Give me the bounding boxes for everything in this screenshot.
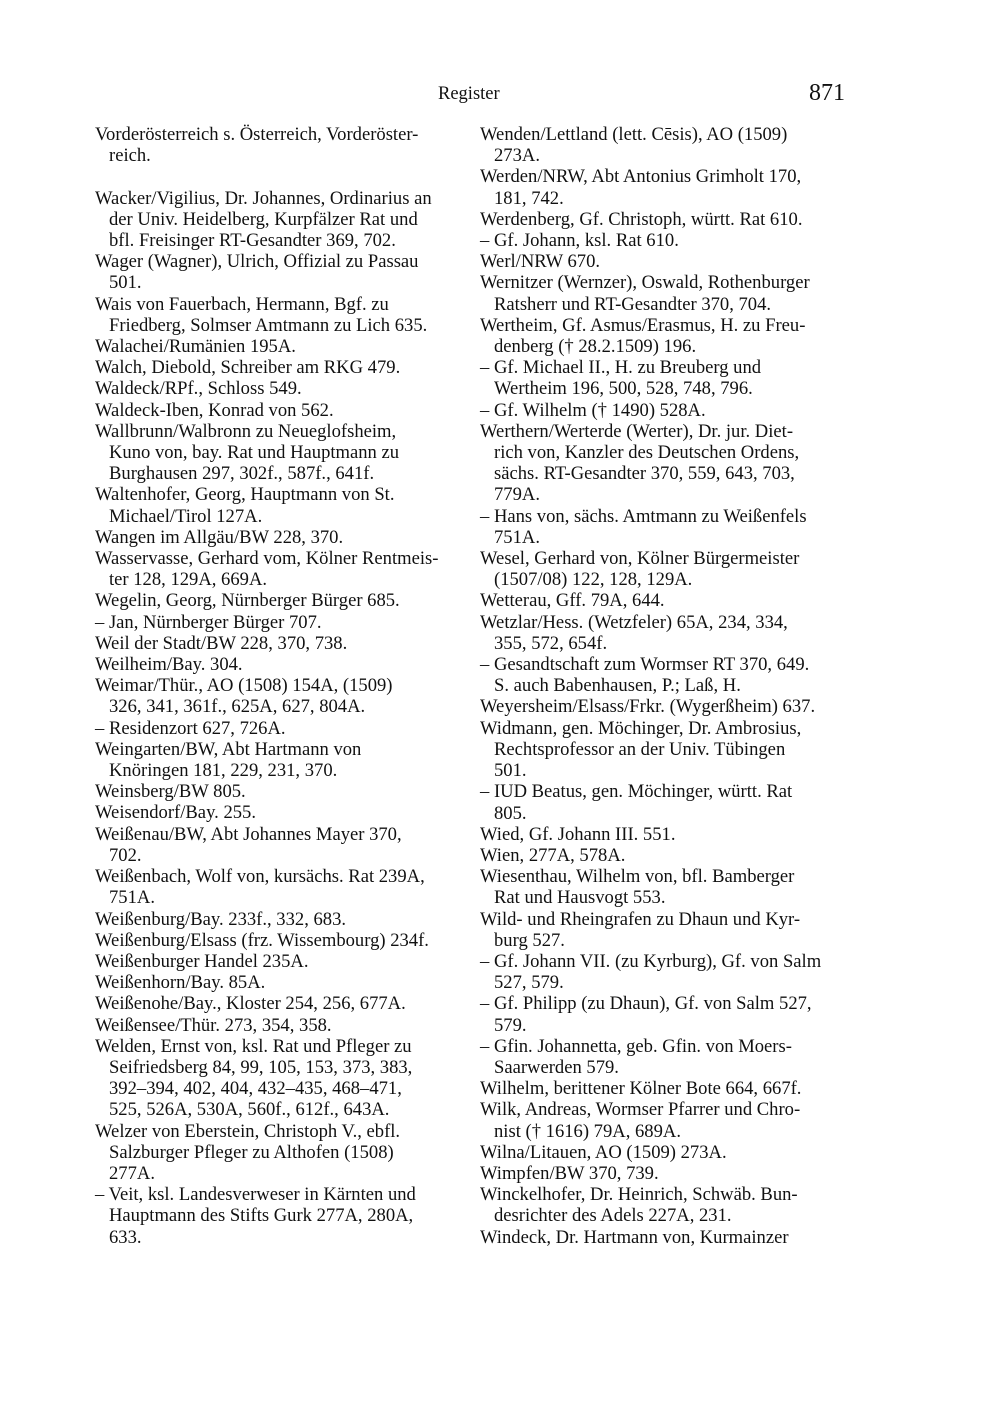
entry-line: Wegelin, Georg, Nürnberger Bürger 685. <box>95 590 400 612</box>
entry-line: – Veit, ksl. Landesverweser in Kärnten und <box>95 1184 416 1206</box>
index-entry <box>480 866 846 908</box>
entry-continuation-line: 277A. <box>109 1162 155 1184</box>
index-entry <box>95 824 461 866</box>
entry-line: – Gf. Michael II., H. zu Breuberg und <box>480 357 762 379</box>
index-entry <box>480 612 846 654</box>
index-entry <box>480 845 846 866</box>
entry-continuation-line: ter 128, 129A, 669A. <box>109 569 268 591</box>
index-entry <box>95 527 461 548</box>
index-entry <box>480 1184 846 1226</box>
entry-continuation-line: 326, 341, 361f., 625A, 627, 804A. <box>109 696 366 718</box>
entry-continuation-line: Rechtsprofessor an der Univ. Tübingen <box>494 738 786 760</box>
entry-continuation-line: nist († 1616) 79A, 689A. <box>494 1120 681 1142</box>
entry-continuation-line: 392–394, 402, 404, 432–435, 468–471, <box>109 1078 402 1100</box>
left-index-column <box>95 124 461 1248</box>
entry-line: Werden/NRW, Abt Antonius Grimholt 170, <box>480 166 802 188</box>
index-entry <box>95 781 461 802</box>
entry-line: Winckelhofer, Dr. Heinrich, Schwäb. Bun- <box>480 1184 798 1206</box>
index-entry <box>480 590 846 611</box>
entry-line: Wacker/Vigilius, Dr. Johannes, Ordinarius an <box>95 187 432 209</box>
index-entry <box>480 1163 846 1184</box>
entry-line: Welden, Ernst von, ksl. Rat und Pfleger zu <box>95 1035 412 1057</box>
index-entry <box>95 951 461 972</box>
entry-line: Welzer von Eberstein, Christoph V., ebfl. <box>95 1120 401 1142</box>
entry-continuation-line: 805. <box>494 802 527 824</box>
entry-line: – Gf. Johann, ksl. Rat 610. <box>480 230 679 252</box>
index-entry <box>95 993 461 1014</box>
index-entry <box>95 675 461 717</box>
index-entry <box>480 1142 846 1163</box>
index-entry <box>95 251 461 293</box>
entry-line: Wais von Fauerbach, Hermann, Bgf. zu <box>95 293 389 315</box>
index-entry <box>480 230 846 251</box>
index-entry <box>95 336 461 357</box>
entry-line: Wied, Gf. Johann III. 551. <box>480 823 676 845</box>
entry-line: Weinsberg/BW 805. <box>95 781 246 803</box>
entry-continuation-line: bfl. Freisinger RT-Gesandter 369, 702. <box>109 230 396 251</box>
index-entry <box>95 930 461 951</box>
entry-line: Wenden/Lettland (lett. Cēsis), AO (1509) <box>480 124 788 145</box>
index-entry <box>480 421 846 506</box>
index-entry <box>95 421 461 485</box>
entry-continuation-line: burg 527. <box>494 929 565 951</box>
entry-line: Weyersheim/Elsass/Frkr. (Wygerßheim) 637. <box>480 696 816 718</box>
index-entry <box>95 1036 461 1121</box>
entry-line: Wager (Wagner), Ulrich, Offizial zu Passau <box>95 251 419 273</box>
index-entry <box>480 548 846 590</box>
entry-line: Werdenberg, Gf. Christoph, württ. Rat 610. <box>480 208 803 230</box>
entry-line: Wild- und Rheingrafen zu Dhaun und Kyr- <box>480 908 801 930</box>
entry-line: Wilhelm, berittener Kölner Bote 664, 667f. <box>480 1078 802 1100</box>
index-entry <box>480 272 846 314</box>
entry-continuation-line: der Univ. Heidelberg, Kurpfälzer Rat und <box>109 208 418 230</box>
entry-continuation-line: 702. <box>109 844 142 866</box>
index-entry <box>480 824 846 845</box>
index-entry <box>480 909 846 951</box>
index-entry <box>95 739 461 781</box>
entry-continuation-line: Saarwerden 579. <box>494 1056 619 1078</box>
entry-continuation-line: desrichter des Adels 227A, 231. <box>494 1205 732 1227</box>
entry-line: Weißenohe/Bay., Kloster 254, 256, 677A. <box>95 993 406 1015</box>
entry-line: Walch, Diebold, Schreiber am RKG 479. <box>95 357 401 379</box>
entry-line: – Gesandtschaft zum Wormser RT 370, 649. <box>480 654 810 676</box>
index-entry <box>480 993 846 1035</box>
entry-line: Vorderösterreich s. Österreich, Vorderöster- <box>95 124 419 145</box>
entry-continuation-line: Salzburger Pfleger zu Althofen (1508) <box>109 1141 394 1163</box>
index-entry <box>480 506 846 548</box>
entry-line: Waldeck/RPf., Schloss 549. <box>95 378 302 400</box>
page-number: 871 <box>809 80 845 106</box>
entry-line: Weil der Stadt/BW 228, 370, 738. <box>95 632 348 654</box>
running-head: Register <box>438 84 500 104</box>
entry-line: – Gfin. Johannetta, geb. Gfin. von Moers- <box>480 1035 792 1057</box>
entry-line: Windeck, Dr. Hartmann von, Kurmainzer <box>480 1226 789 1248</box>
index-entry <box>95 909 461 930</box>
entry-continuation-line: sächs. RT-Gesandter 370, 559, 643, 703, <box>494 463 795 485</box>
entry-continuation-line: 181, 742. <box>494 187 564 209</box>
entry-line: Wimpfen/BW 370, 739. <box>480 1162 659 1184</box>
entry-continuation-line: Burghausen 297, 302f., 587f., 641f. <box>109 463 375 485</box>
index-entry <box>480 951 846 993</box>
entry-continuation-line: 579. <box>494 1014 527 1036</box>
entry-continuation-line: 501. <box>109 272 142 294</box>
entry-line: Wasservasse, Gerhard vom, Kölner Rentmeis- <box>95 548 439 570</box>
entry-continuation-line: 501. <box>494 760 527 782</box>
entry-line: Weißenhorn/Bay. 85A. <box>95 972 266 994</box>
entry-line: Weisendorf/Bay. 255. <box>95 802 256 824</box>
entry-line: Wertheim, Gf. Asmus/Erasmus, H. zu Freu- <box>480 314 806 336</box>
index-entry <box>480 1078 846 1099</box>
index-entry <box>480 251 846 272</box>
entry-line: – Jan, Nürnberger Bürger 707. <box>95 611 322 633</box>
index-entry <box>480 718 846 782</box>
entry-gap <box>95 166 461 187</box>
index-entry <box>95 548 461 590</box>
entry-line: Weilheim/Bay. 304. <box>95 654 243 676</box>
entry-line: Weißenburger Handel 235A. <box>95 950 309 972</box>
index-entry <box>95 188 461 252</box>
index-entry <box>95 484 461 526</box>
entry-continuation-line: Michael/Tirol 127A. <box>109 505 263 527</box>
entry-line: – Hans von, sächs. Amtmann zu Weißenfels <box>480 505 807 527</box>
index-entry <box>95 400 461 421</box>
right-index-column <box>480 124 846 1248</box>
index-entry <box>480 1036 846 1078</box>
index-entry <box>480 400 846 421</box>
entry-line: Wallbrunn/Walbronn zu Neueglofsheim, <box>95 420 397 442</box>
entry-line: Walachei/Rumänien 195A. <box>95 336 296 358</box>
entry-line: Waldeck-Iben, Konrad von 562. <box>95 399 334 421</box>
entry-continuation-line: 527, 579. <box>494 972 564 994</box>
entry-continuation-line: 751A. <box>109 887 155 909</box>
entry-continuation-line: Friedberg, Solmser Amtmann zu Lich 635. <box>109 314 428 336</box>
entry-continuation-line: denberg († 28.2.1509) 196. <box>494 336 697 358</box>
index-entry <box>480 781 846 823</box>
entry-line: Wernitzer (Wernzer), Oswald, Rothenburger <box>480 272 810 294</box>
entry-continuation-line: 633. <box>109 1226 142 1248</box>
entry-line: Wilk, Andreas, Wormser Pfarrer und Chro- <box>480 1099 801 1121</box>
entry-line: Weingarten/BW, Abt Hartmann von <box>95 738 362 760</box>
entry-continuation-line: S. auch Babenhausen, P.; Laß, H. <box>494 675 741 697</box>
entry-continuation-line: (1507/08) 122, 128, 129A. <box>494 569 693 591</box>
index-entry <box>95 633 461 654</box>
index-entry <box>480 209 846 230</box>
index-entry <box>95 590 461 611</box>
entry-line: – Residenzort 627, 726A. <box>95 717 286 739</box>
entry-line: Werl/NRW 670. <box>480 251 601 273</box>
index-entry <box>95 1121 461 1185</box>
entry-continuation-line: 273A. <box>494 145 540 167</box>
entry-line: Wangen im Allgäu/BW 228, 370. <box>95 526 344 548</box>
entry-line: Werthern/Werterde (Werter), Dr. jur. Diet- <box>480 420 794 442</box>
entry-continuation-line: Seifriedsberg 84, 99, 105, 153, 373, 383, <box>109 1056 413 1078</box>
index-entry <box>95 972 461 993</box>
entry-line: Widmann, gen. Möchinger, Dr. Ambrosius, <box>480 717 802 739</box>
entry-line: Weißensee/Thür. 273, 354, 358. <box>95 1014 332 1036</box>
index-entry <box>480 696 846 717</box>
entry-line: Wien, 277A, 578A. <box>480 844 626 866</box>
entry-line: Weißenburg/Elsass (frz. Wissembourg) 234f. <box>95 929 429 951</box>
index-entry <box>95 718 461 739</box>
entry-line: Wetterau, Gff. 79A, 644. <box>480 590 665 612</box>
index-entry <box>480 315 846 357</box>
index-entry <box>480 1227 846 1248</box>
entry-continuation-line: Knöringen 181, 229, 231, 370. <box>109 760 338 782</box>
entry-continuation-line: Wertheim 196, 500, 528, 748, 796. <box>494 378 753 400</box>
index-entry <box>95 1015 461 1036</box>
index-entry <box>480 357 846 399</box>
entry-continuation-line: 355, 572, 654f. <box>494 632 608 654</box>
entry-line: Weißenburg/Bay. 233f., 332, 683. <box>95 908 347 930</box>
entry-line: – Gf. Philipp (zu Dhaun), Gf. von Salm 527, <box>480 993 812 1015</box>
index-entry <box>95 654 461 675</box>
index-entry <box>480 1099 846 1141</box>
entry-continuation-line: Ratsherr und RT-Gesandter 370, 704. <box>494 293 772 315</box>
entry-line: Wetzlar/Hess. (Wetzfeler) 65A, 234, 334, <box>480 611 788 633</box>
entry-line: Weißenau/BW, Abt Johannes Mayer 370, <box>95 823 402 845</box>
index-entry <box>95 1184 461 1248</box>
index-entry <box>480 166 846 208</box>
entry-line: Wilna/Litauen, AO (1509) 273A. <box>480 1141 727 1163</box>
entry-line: Weimar/Thür., AO (1508) 154A, (1509) <box>95 675 393 697</box>
entry-continuation-line: 779A. <box>494 484 540 506</box>
index-entry <box>95 378 461 399</box>
entry-continuation-line: 525, 526A, 530A, 560f., 612f., 643A. <box>109 1099 390 1121</box>
index-entry <box>95 357 461 378</box>
index-entry <box>95 802 461 823</box>
index-entry <box>95 866 461 908</box>
entry-line: Wiesenthau, Wilhelm von, bfl. Bamberger <box>480 866 795 888</box>
entry-line: Wesel, Gerhard von, Kölner Bürgermeister <box>480 548 800 570</box>
entry-continuation-line: Hauptmann des Stifts Gurk 277A, 280A, <box>109 1205 414 1227</box>
index-entry <box>480 654 846 696</box>
entry-continuation-line: Rat und Hausvogt 553. <box>494 887 666 909</box>
entry-continuation-line: reich. <box>109 145 151 167</box>
index-entry <box>480 124 846 166</box>
entry-continuation-line: rich von, Kanzler des Deutschen Ordens, <box>494 442 800 464</box>
entry-line: Weißenbach, Wolf von, kursächs. Rat 239A, <box>95 866 425 888</box>
index-entry <box>95 612 461 633</box>
entry-line: – Gf. Wilhelm († 1490) 528A. <box>480 399 706 421</box>
entry-line: Waltenhofer, Georg, Hauptmann von St. <box>95 484 395 506</box>
index-entry <box>95 294 461 336</box>
entry-line: – Gf. Johann VII. (zu Kyrburg), Gf. von Salm <box>480 950 822 972</box>
entry-continuation-line: 751A. <box>494 526 540 548</box>
entry-line: – IUD Beatus, gen. Möchinger, württ. Rat <box>480 781 793 803</box>
entry-continuation-line: Kuno von, bay. Rat und Hauptmann zu <box>109 442 400 464</box>
index-entry <box>95 124 461 166</box>
